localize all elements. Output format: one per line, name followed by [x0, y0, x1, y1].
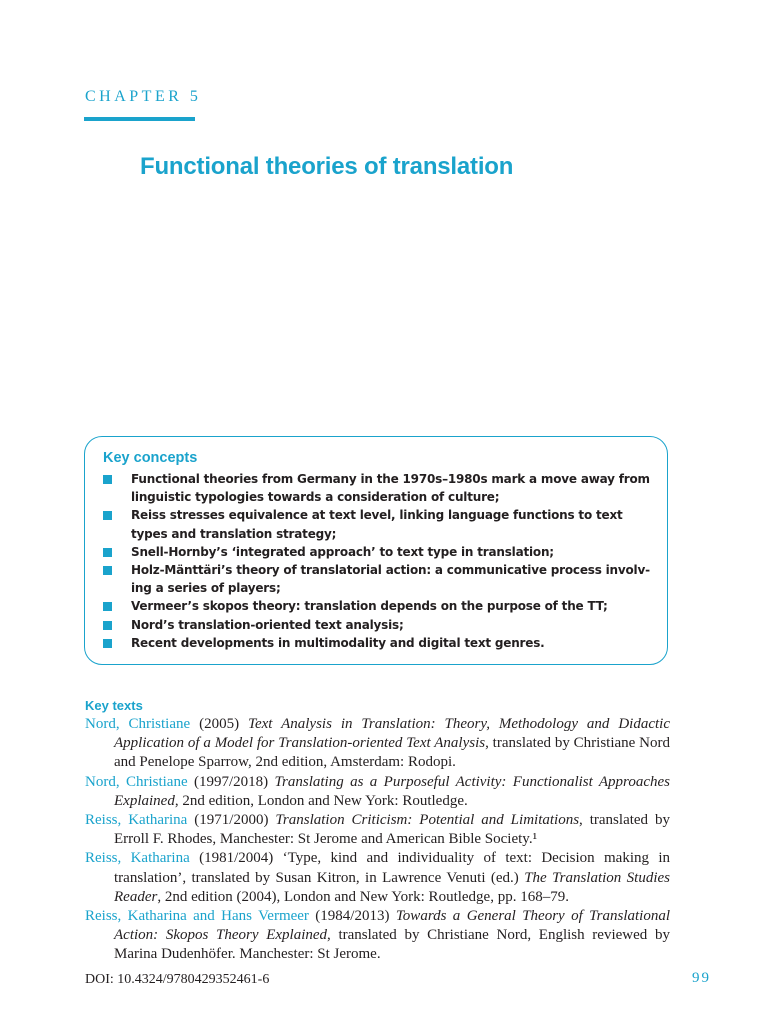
key-texts-list	[85, 715, 670, 965]
reference-author: Reiss, Katharina and Hans Vermeer	[85, 908, 309, 925]
key-texts-heading: Key texts	[85, 698, 143, 713]
reference-title: Towards a General Theory of Translational Action: Skopos Theory Explained	[114, 908, 670, 944]
chapter-rule	[84, 117, 195, 121]
key-concepts-box	[84, 436, 668, 665]
reference-author: Nord, Christiane	[85, 773, 188, 790]
key-concept-item	[103, 616, 655, 634]
bullet-square-icon	[103, 602, 112, 611]
bullet-square-icon	[103, 639, 112, 648]
reference-author: Nord, Christiane	[85, 716, 191, 732]
key-concept-text: Functional theories from Germany in the 1970s–1980s mark a move away from linguistic typologies towards a consideration of culture;	[131, 472, 650, 505]
reference-author: Reiss, Katharina	[85, 812, 188, 829]
bullet-square-icon	[103, 475, 112, 484]
key-concept-item	[103, 634, 655, 652]
reference-publication: , 2nd edition (2004), London and New York: Routledge, pp. 168–79.	[157, 888, 569, 905]
key-concept-item	[103, 506, 655, 542]
reference-publication: , translated by Christiane Nord, English reviewed by Marina Dudenhöfer. Manchester: St Jerome.	[114, 927, 670, 963]
page-number: 99	[692, 970, 711, 986]
reference-details: (2005)	[190, 716, 248, 732]
reference-title: The Translation Studies Reader	[114, 869, 671, 905]
reference-details: (1997/2018)	[187, 773, 275, 790]
footer-doi: DOI: 10.4324/9780429352461-6	[85, 972, 270, 987]
reference-author: Reiss, Katharina	[85, 850, 190, 867]
key-concept-item	[103, 561, 655, 597]
key-concept-item	[103, 597, 655, 615]
reference-entry	[85, 849, 670, 907]
key-concept-item	[103, 470, 655, 506]
reference-title: Translation Criticism: Potential and Limitations	[275, 812, 580, 829]
bullet-square-icon	[103, 621, 112, 630]
key-concepts-list	[103, 470, 655, 652]
chapter-label: CHAPTER 5	[85, 88, 202, 105]
key-concept-text: Recent developments in multimodality and digital text genres.	[131, 635, 545, 650]
key-concept-item	[103, 543, 655, 561]
chapter-title: Functional theories of translation	[140, 153, 514, 180]
reference-title: Translating as a Purposeful Activity: Functionalist Approaches Explained	[114, 773, 670, 809]
bullet-square-icon	[103, 548, 112, 557]
reference-publication: , translated by Christiane Nord and Penelope Sparrow, 2nd edition, Amsterdam: Rodopi.	[114, 735, 670, 771]
reference-publication: , translated by Erroll F. Rhodes, Manchester: St Jerome and American Bible Society.¹	[114, 812, 670, 848]
reference-details: (1981/2004) ‘Type, kind and individuality of text: Decision making in translation’, translated by Susan Kitron, in Lawrence Venuti (ed.)	[114, 850, 671, 886]
reference-entry	[85, 907, 670, 965]
reference-title: Text Analysis in Translation: Theory, Methodology and Didactic Application of a Model for Translation-oriented Text Analysis	[114, 716, 670, 752]
key-concept-text: Reiss stresses equivalence at text level, linking language functions to text types and translation strategy;	[131, 508, 623, 541]
reference-details: (1971/2000)	[187, 812, 276, 829]
bullet-square-icon	[103, 511, 112, 520]
key-concepts-heading: Key concepts	[103, 450, 198, 466]
reference-entry	[85, 773, 670, 811]
key-concept-text: Vermeer’s skopos theory: translation depends on the purpose of the TT;	[131, 599, 608, 614]
reference-entry	[85, 715, 670, 773]
reference-entry	[85, 811, 670, 849]
reference-details: (1984/2013)	[308, 908, 396, 925]
bullet-square-icon	[103, 566, 112, 575]
key-concept-text: Nord’s translation-oriented text analysis;	[131, 617, 404, 632]
key-concept-text: Snell-Hornby’s ‘integrated approach’ to text type in translation;	[131, 544, 554, 559]
key-concept-text: Holz-Mänttäri’s theory of translatorial action: a communicative process involv-ing a series of players;	[131, 563, 650, 596]
reference-publication: , 2nd edition, London and New York: Routledge.	[174, 792, 468, 809]
